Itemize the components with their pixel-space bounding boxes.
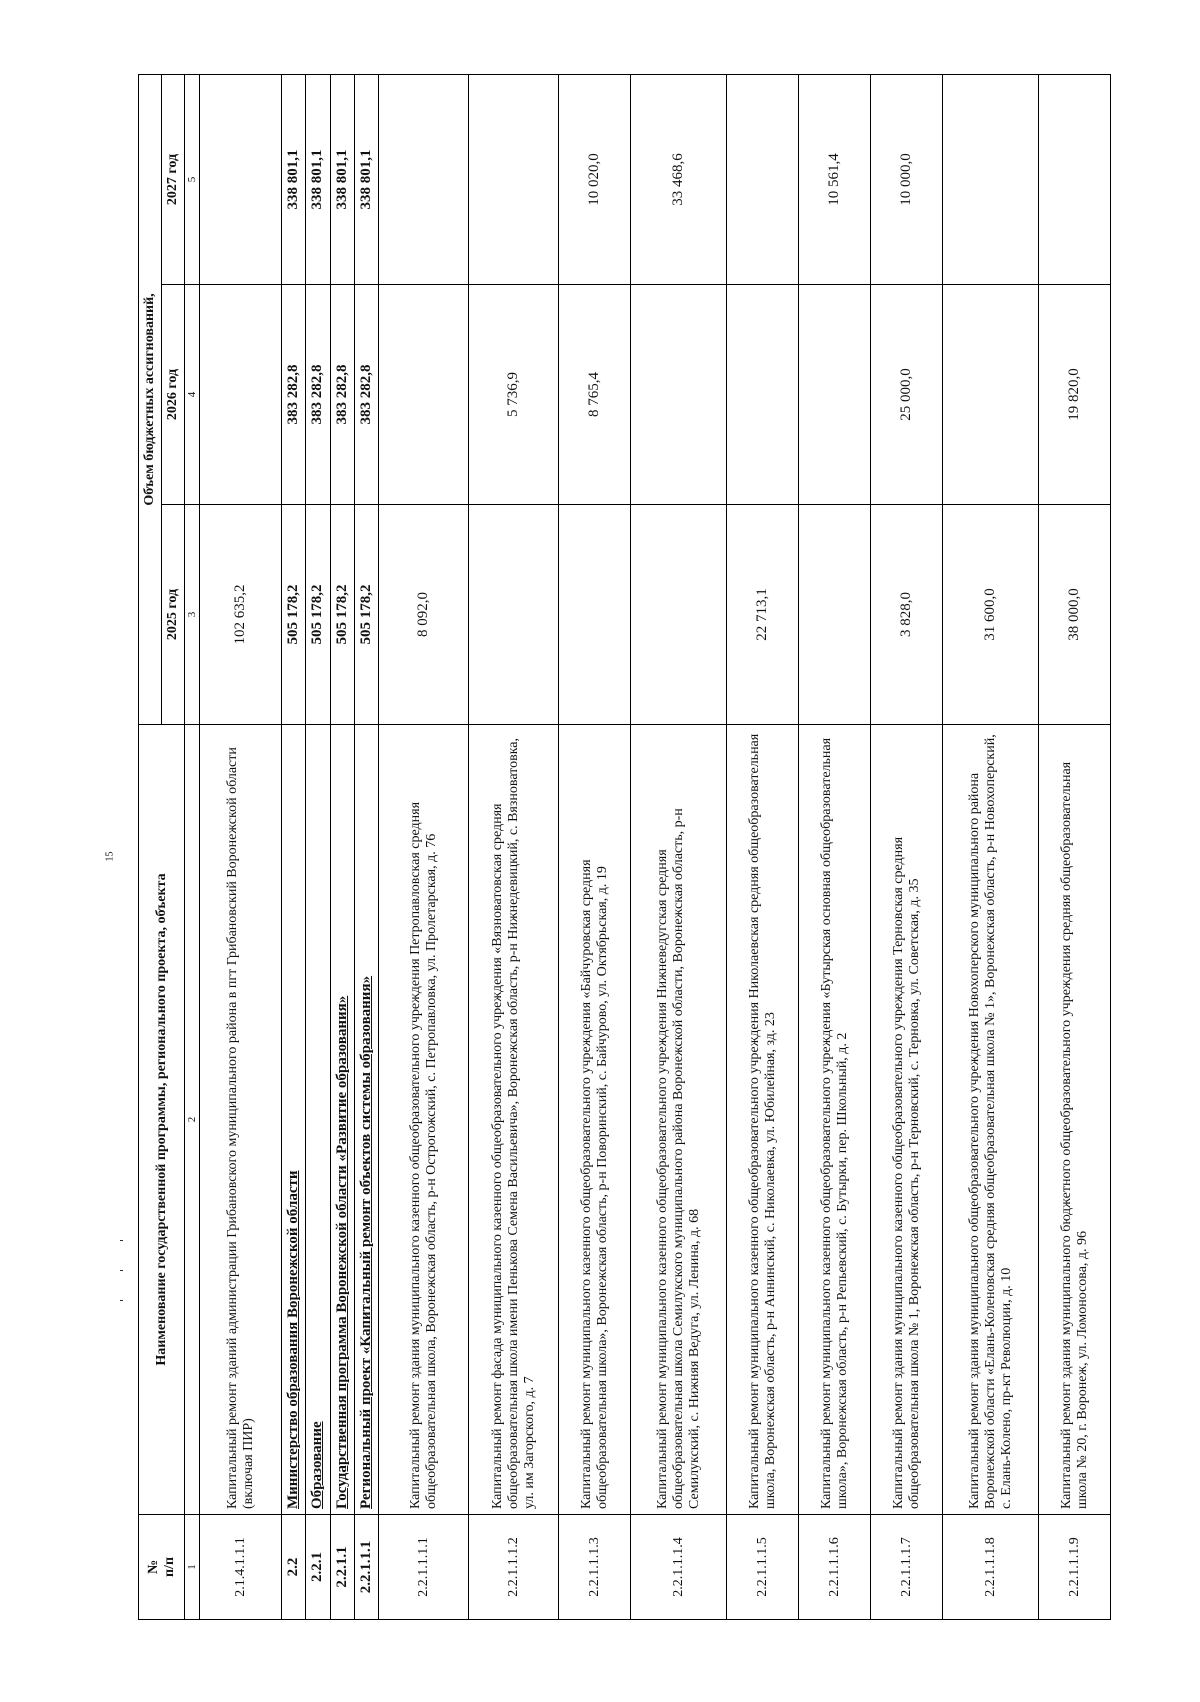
value-2027	[200, 74, 282, 284]
row-name: Государственная программа Воронежской области «Развитие образования»	[330, 725, 354, 1515]
row-number: 2.2.1.1.1.1	[379, 1515, 469, 1620]
table-row	[379, 74, 469, 1619]
row-number: 2.2.1	[306, 1515, 330, 1620]
row-number: 2.2.1.1.1.8	[943, 1515, 1039, 1620]
value-2027	[727, 74, 799, 284]
row-name: Капитальный ремонт здания муниципального общеобразовательного учреждения Новохоперского муниципального района Воронежской области «Елань-Коленовская средняя общеобразовательная школа № 1», Воронежская область, р-н Новохоперский, с. Елань-Колено, пр-кт Революции, д. 10	[943, 725, 1039, 1515]
table-body	[200, 74, 1111, 1619]
row-name: Региональный проект «Капитальный ремонт объектов системы образования»	[354, 725, 378, 1515]
value-2026: 5 736,9	[469, 285, 559, 505]
row-number: 2.2.1.1.1.2	[469, 1515, 559, 1620]
value-2026	[379, 285, 469, 505]
value-2027	[379, 74, 469, 284]
margin-marks	[120, 1240, 140, 1340]
table-row	[469, 74, 559, 1619]
row-number: 2.2	[282, 1515, 306, 1620]
row-name: Капитальный ремонт здания муниципального казенного общеобразовательного учреждения Петропавловская средняя общеобразовательная школа, Воронежская область, р-н Острогожский, с. Петропавловка, ул. Пролетарская, д. 76	[379, 725, 469, 1515]
row-name: Министерство образования Воронежской области	[282, 725, 306, 1515]
value-2026	[200, 285, 282, 505]
value-2025: 102 635,2	[200, 505, 282, 725]
row-number: 2.2.1.1.1.3	[559, 1515, 631, 1620]
value-2025: 31 600,0	[943, 505, 1039, 725]
header-num: № п/п	[139, 1515, 185, 1620]
row-number: 2.2.1.1.1.5	[727, 1515, 799, 1620]
value-2025: 38 000,0	[1039, 505, 1111, 725]
value-2026	[727, 285, 799, 505]
value-2026	[943, 285, 1039, 505]
index-cell: 5	[185, 74, 200, 284]
table-row	[354, 74, 378, 1619]
table-row	[727, 74, 799, 1619]
row-number: 2.2.1.1.1	[354, 1515, 378, 1620]
value-2027: 10 020,0	[559, 74, 631, 284]
row-number: 2.2.1.1	[330, 1515, 354, 1620]
row-name: Капитальный ремонт муниципального казенного общеобразовательного учреждения «Бутырская основная общеобразовательная школа», Воронежская область, р-н Репьевский, с. Бутырки, пер. Школьный, д. 2	[799, 725, 871, 1515]
value-2026: 25 000,0	[871, 285, 943, 505]
value-2026: 383 282,8	[282, 285, 306, 505]
table-row	[306, 74, 330, 1619]
value-2026: 19 820,0	[1039, 285, 1111, 505]
row-number: 2.1.4.1.1.1	[200, 1515, 282, 1620]
row-number: 2.2.1.1.1.4	[631, 1515, 727, 1620]
index-cell: 2	[185, 725, 200, 1515]
row-name: Капитальный ремонт фасада муниципального казенного общеобразовательного учреждения «Вязноватовская средняя общеобразовательная школа имени Пенькова Семена Васильевича», Воронежская область, р-н Нижнедевицкий, с. Вязноватовка, ул. им Загорского, д. 7	[469, 725, 559, 1515]
value-2027: 338 801,1	[282, 74, 306, 284]
value-2027: 10 000,0	[871, 74, 943, 284]
column-index-row	[185, 74, 200, 1619]
value-2027	[469, 74, 559, 284]
header-year-2027: 2027 год	[162, 74, 185, 284]
budget-table	[138, 74, 1111, 1620]
header-year-2025: 2025 год	[162, 505, 185, 725]
row-number: 2.2.1.1.1.7	[871, 1515, 943, 1620]
value-2025: 22 713,1	[727, 505, 799, 725]
row-number: 2.2.1.1.1.6	[799, 1515, 871, 1620]
row-name: Образование	[306, 725, 330, 1515]
value-2025	[469, 505, 559, 725]
index-cell: 4	[185, 285, 200, 505]
value-2026: 383 282,8	[330, 285, 354, 505]
value-2027: 33 468,6	[631, 74, 727, 284]
value-2027	[943, 74, 1039, 284]
table-row	[1039, 74, 1111, 1619]
rotated-table-wrapper	[138, 75, 1178, 1620]
table-row	[559, 74, 631, 1619]
value-2026	[799, 285, 871, 505]
value-2027: 10 561,4	[799, 74, 871, 284]
row-name: Капитальный ремонт муниципального казенного общеобразовательного учреждения Нижневедугская средняя общеобразовательная школа Семилукского муниципального района Воронежской области, Воронежская область, р-н Семилукский, с. Нижняя Ведуга, ул. Ленина, д. 68	[631, 725, 727, 1515]
value-2027	[1039, 74, 1111, 284]
table-row	[799, 74, 871, 1619]
value-2026: 383 282,8	[354, 285, 378, 505]
row-name: Капитальный ремонт муниципального казенного общеобразовательного учреждения Николаевская средняя общеобразовательная школа, Воронежская область, р-н Аннинский, с. Николаевка, ул. Юбилейная, зд. 23	[727, 725, 799, 1515]
value-2025: 505 178,2	[354, 505, 378, 725]
table-row	[943, 74, 1039, 1619]
header-name: Наименование государственной программы, регионального проекта, объекта	[139, 725, 185, 1515]
value-2025: 505 178,2	[306, 505, 330, 725]
value-2027: 338 801,1	[354, 74, 378, 284]
index-cell: 3	[185, 505, 200, 725]
table-row	[631, 74, 727, 1619]
header-volume: Объем бюджетных ассигнований,	[139, 74, 162, 724]
value-2025: 505 178,2	[330, 505, 354, 725]
header-year-2026: 2026 год	[162, 285, 185, 505]
value-2027: 338 801,1	[330, 74, 354, 284]
table-row	[330, 74, 354, 1619]
value-2026: 383 282,8	[306, 285, 330, 505]
value-2025	[631, 505, 727, 725]
row-name: Капитальный ремонт здания муниципального бюджетного общеобразовательного учреждения средняя общеобразовательная школа № 20, г. Воронеж, ул. Ломоносова, д. 96	[1039, 725, 1111, 1515]
value-2025: 505 178,2	[282, 505, 306, 725]
row-number: 2.2.1.1.1.9	[1039, 1515, 1111, 1620]
value-2025: 8 092,0	[379, 505, 469, 725]
value-2025	[799, 505, 871, 725]
value-2025: 3 828,0	[871, 505, 943, 725]
value-2026: 8 765,4	[559, 285, 631, 505]
table-row	[200, 74, 282, 1619]
value-2025	[559, 505, 631, 725]
row-name: Капитальный ремонт зданий администрации Грибановского муниципального района в пгт Грибановский Воронежской области (включая ПИР)	[200, 725, 282, 1515]
table-row	[871, 74, 943, 1619]
row-name: Капитальный ремонт муниципального казенного общеобразовательного учреждения «Байчуровская средняя общеобразовательная школа», Воронежская область, р-н Поворинский, с. Байчурово, ул. Октябрьская, д. 19	[559, 725, 631, 1515]
value-2026	[631, 285, 727, 505]
index-cell: 1	[185, 1515, 200, 1620]
table-row	[282, 74, 306, 1619]
row-name: Капитальный ремонт здания муниципального казенного общеобразовательного учреждения Терновская средняя общеобразовательная школа № 1, Воронежская область, р-н Терновский, с. Терновка, ул. Советская, д. 35	[871, 725, 943, 1515]
page-number: 15	[104, 851, 116, 862]
value-2027: 338 801,1	[306, 74, 330, 284]
